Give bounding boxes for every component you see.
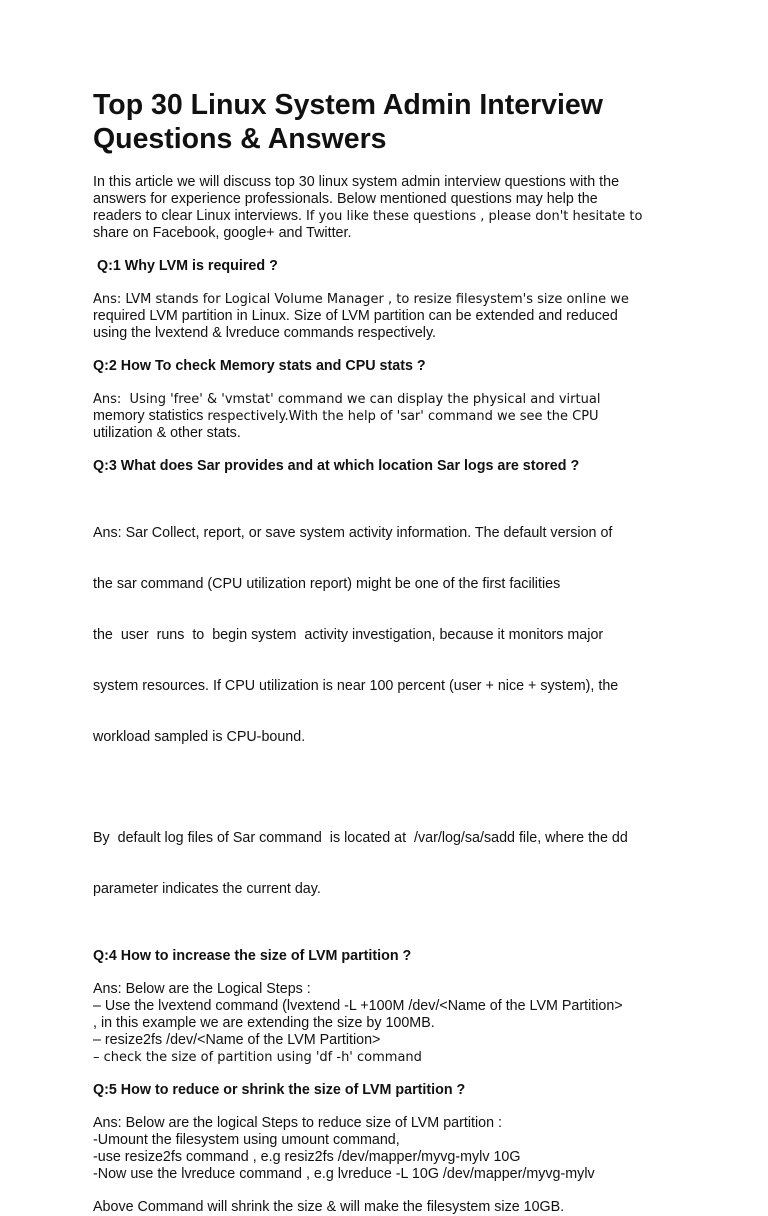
answer-line: , in this example we are extending the size by 100MB. <box>93 1015 435 1031</box>
answer-line: system resources. If CPU utilization is near 100 percent (user + nice + system), the <box>93 678 619 694</box>
answer-line <box>93 408 693 425</box>
answer-line: Ans: Below are the Logical Steps : <box>93 981 311 997</box>
answer-line: – Use the lvextend command (lvextend -L +100M /dev/<Name of the LVM Partition> <box>93 998 623 1014</box>
intro-text: readers to clear Linux interviews. <box>93 208 306 224</box>
answer-line: -use resize2fs command , e.g resiz2fs /dev/mapper/myvg-mylv 10G <box>93 1149 521 1165</box>
answer-5 <box>93 1115 693 1183</box>
page-title <box>93 88 693 156</box>
answer-1 <box>93 291 693 342</box>
answer-line: the sar command (CPU utilization report) might be one of the first facilities <box>93 576 561 592</box>
intro-line: In this article we will discuss top 30 linux system admin interview questions with the <box>93 174 620 190</box>
answer-line: – check the size of partition using 'df -h' command <box>93 1050 422 1065</box>
answer-line: the user runs to begin system activity investigation, because it monitors major <box>93 627 604 643</box>
answer-line: Ans: Below are the logical Steps to reduce size of LVM partition : <box>93 1115 502 1131</box>
question-1: Q:1 Why LVM is required ? <box>93 258 278 274</box>
answer-line: required LVM partition in Linux. Size of LVM partition can be extended and reduced <box>93 308 618 324</box>
answer-3-paragraph-2 <box>93 796 693 932</box>
answer-line: utilization & other stats. <box>93 425 241 441</box>
title-line-2: Questions & Answers <box>93 123 387 155</box>
intro-line <box>93 208 693 225</box>
answer-line: -Umount the filesystem using umount command, <box>93 1132 400 1148</box>
document-page <box>93 88 693 1216</box>
answer-5-paragraph-2 <box>93 1199 693 1216</box>
intro-paragraph <box>93 174 693 242</box>
intro-text-alt: If you like these questions , please don't hesitate to <box>305 209 643 224</box>
intro-line: answers for experience professionals. Below mentioned questions may help the <box>93 191 598 207</box>
answer-text-alt: respectively.With the help of 'sar' command we see the CPU <box>207 409 599 424</box>
intro-line: share on Facebook, google+ and Twitter. <box>93 225 352 241</box>
question-5: Q:5 How to reduce or shrink the size of LVM partition ? <box>93 1082 466 1098</box>
answer-line: -Now use the lvreduce command , e.g lvreduce -L 10G /dev/mapper/myvg-mylv <box>93 1166 595 1182</box>
answer-line: Ans: Using 'free' & 'vmstat' command we can display the physical and virtual <box>93 392 601 407</box>
question-4: Q:4 How to increase the size of LVM partition ? <box>93 948 412 964</box>
question-2: Q:2 How To check Memory stats and CPU stats ? <box>93 358 426 374</box>
answer-text: memory statistics <box>93 408 208 424</box>
answer-line: Ans: Sar Collect, report, or save system activity information. The default version of <box>93 525 613 541</box>
answer-line: using the lvextend & lvreduce commands respectively. <box>93 325 437 341</box>
answer-line: – resize2fs /dev/<Name of the LVM Partition> <box>93 1032 381 1048</box>
answer-line: Above Command will shrink the size & will make the filesystem size 10GB. <box>93 1199 565 1215</box>
answer-2 <box>93 391 693 442</box>
answer-line: Ans: LVM stands for Logical Volume Manager , to resize filesystem's size online we <box>93 292 629 307</box>
answer-3 <box>93 491 693 780</box>
answer-line: workload sampled is CPU-bound. <box>93 729 306 745</box>
answer-line: parameter indicates the current day. <box>93 881 321 897</box>
question-3: Q:3 What does Sar provides and at which location Sar logs are stored ? <box>93 458 580 474</box>
title-line-1: Top 30 Linux System Admin Interview <box>93 89 603 121</box>
answer-line: By default log files of Sar command is located at /var/log/sa/sadd file, where the dd <box>93 830 628 846</box>
